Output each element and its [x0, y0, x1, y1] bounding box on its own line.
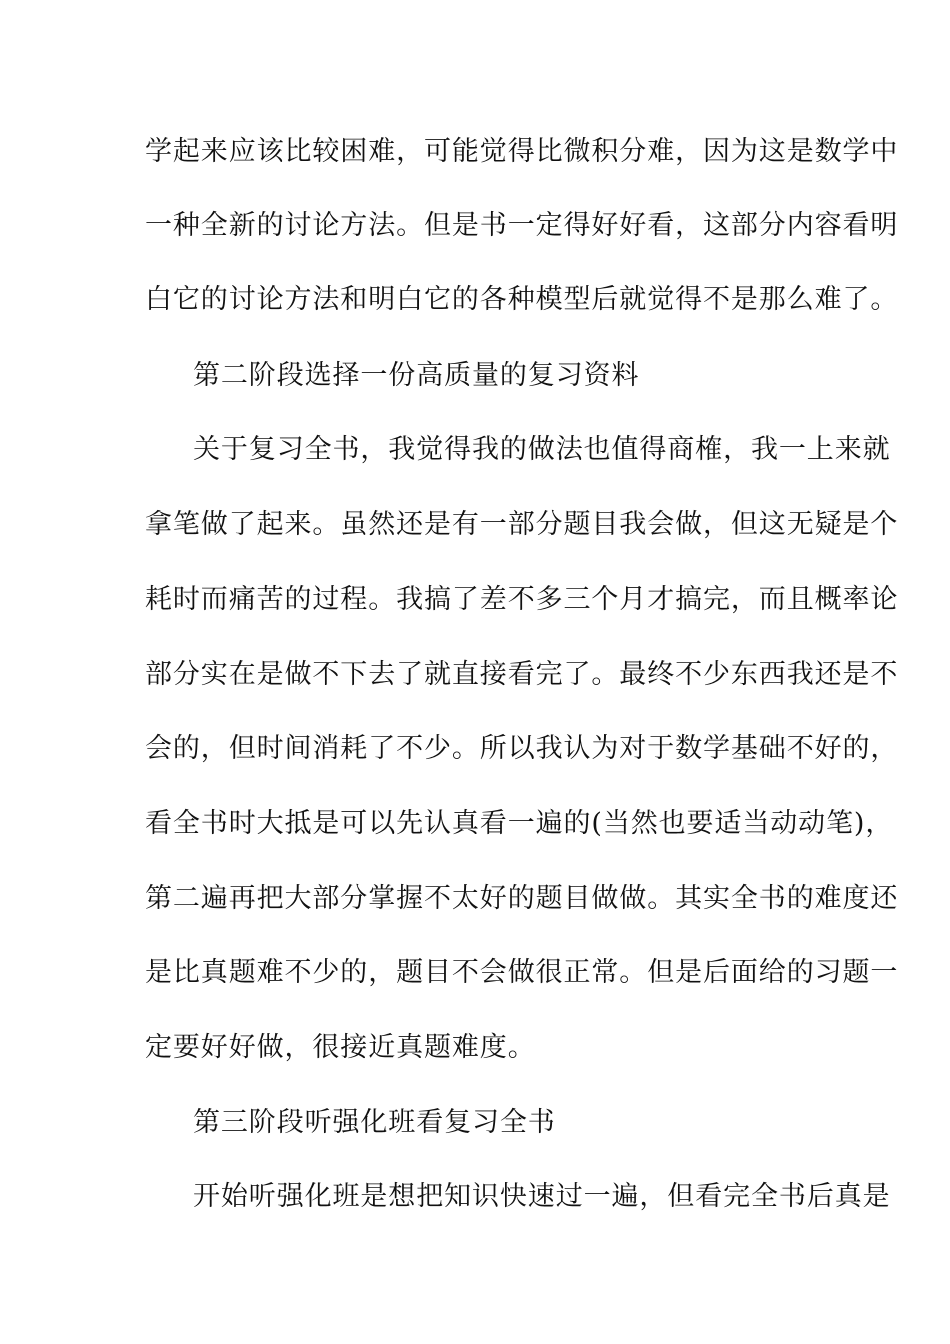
section-heading-stage-3: 第三阶段听强化班看复习全书 — [193, 1107, 556, 1138]
paragraph-line-6: 拿笔做了起来。虽然还是有一部分题目我会做，但这无疑是个 — [145, 509, 899, 540]
paragraph-line-2: 一种全新的讨论方法。但是书一定得好好看，这部分内容看明 — [145, 210, 899, 241]
paragraph-line-10: 看全书时大抵是可以先认真看一遍的(当然也要适当动动笔)， — [145, 808, 894, 839]
paragraph-line-1: 学起来应该比较困难，可能觉得比微积分难，因为这是数学中 — [145, 136, 899, 167]
section-heading-stage-2: 第二阶段选择一份高质量的复习资料 — [193, 360, 640, 391]
paragraph-line-12: 是比真题难不少的，题目不会做很正常。但是后面给的习题一 — [145, 957, 899, 988]
paragraph-line-5: 关于复习全书，我觉得我的做法也值得商榷，我一上来就 — [193, 434, 891, 465]
paragraph-line-11: 第二遍再把大部分掌握不太好的题目做做。其实全书的难度还 — [145, 883, 899, 914]
paragraph-line-3: 白它的讨论方法和明白它的各种模型后就觉得不是那么难了。 — [145, 284, 899, 315]
paragraph-line-15: 开始听强化班是想把知识快速过一遍，但看完全书后真是 — [193, 1181, 891, 1212]
paragraph-line-8: 部分实在是做不下去了就直接看完了。最终不少东西我还是不 — [145, 659, 899, 690]
paragraph-line-9: 会的，但时间消耗了不少。所以我认为对于数学基础不好的， — [145, 733, 899, 764]
paragraph-line-7: 耗时而痛苦的过程。我搞了差不多三个月才搞完，而且概率论 — [145, 584, 899, 615]
paragraph-line-13: 定要好好做，很接近真题难度。 — [145, 1032, 536, 1063]
